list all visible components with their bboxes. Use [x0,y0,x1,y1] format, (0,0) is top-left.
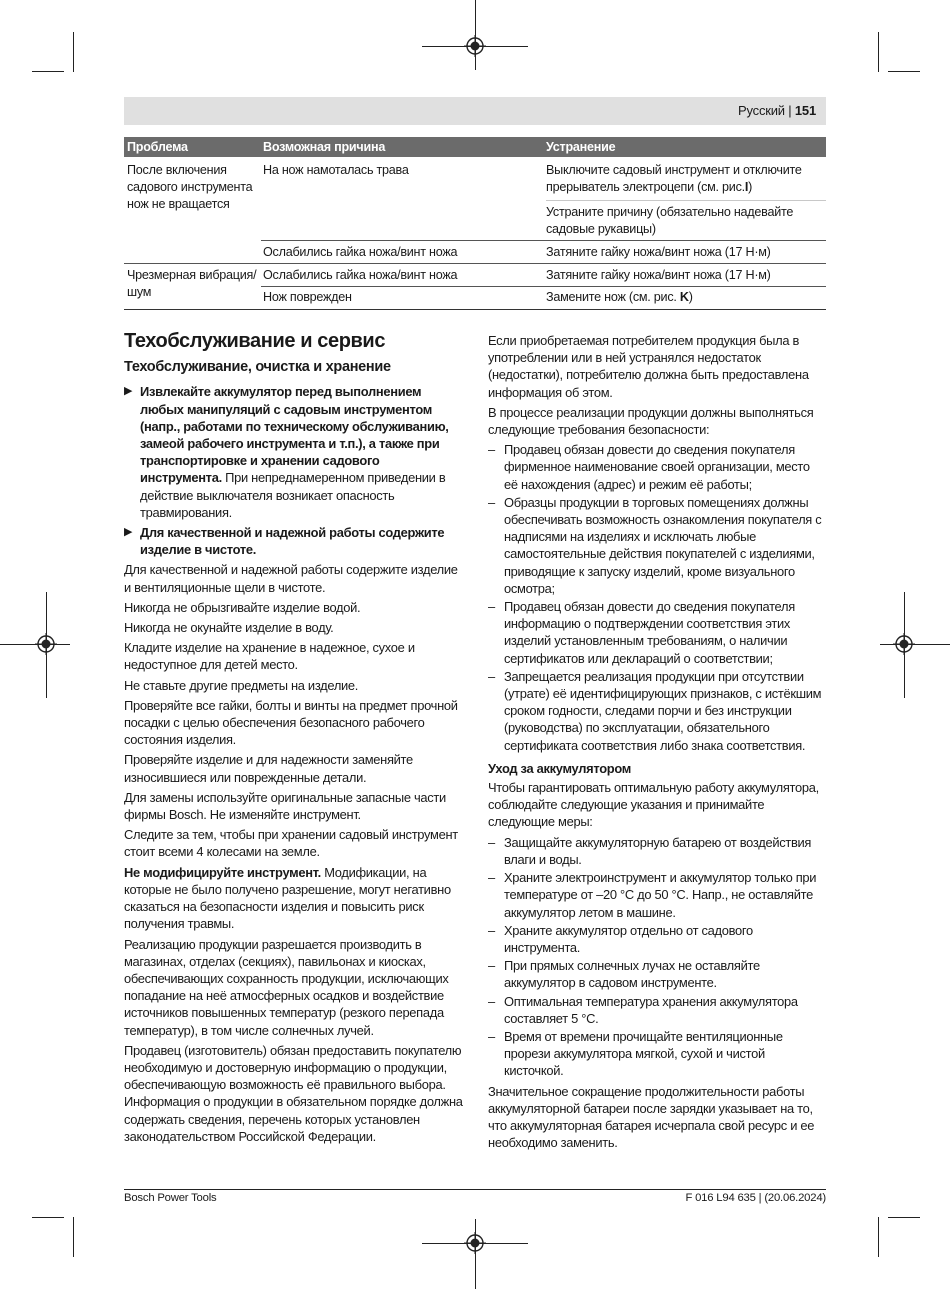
dash-bullet: – [488,958,495,974]
battery-item [488,993,826,1027]
registration-mark-icon [35,633,57,655]
crop-mark [888,71,920,72]
table-cell-problem: Чрезмерная вибрация/шум [127,268,257,299]
battery-text: Время от времени прочищайте вентиляционные прорези аккумулятора мягкой, сухой и чистой кисточкой. [504,1028,783,1079]
section-title: Техобслуживание и сервис [124,330,386,352]
dash-bullet: – [488,668,495,684]
battery-item [488,869,826,921]
remedy-text-end: ) [748,180,753,194]
dash-bullet: – [488,993,495,1009]
battery-text: При прямых солнечных лучах не оставляйте аккумулятор в садовом инструменте. [504,958,760,991]
warning-item [124,524,464,558]
crop-mark [878,32,879,72]
troubleshooting-table [124,137,826,304]
table-header [124,137,826,157]
dash-bullet: – [488,1028,495,1044]
cell-divider [546,200,826,201]
column-header-problem: Проблема [127,140,188,154]
row-divider [261,240,826,241]
dash-bullet: – [488,442,495,458]
crop-mark [32,1217,64,1218]
requirement-item [488,494,826,597]
battery-text: Храните аккумулятор отдельно от садового инструмента. [504,922,753,955]
arrow-bullet-icon: ▶ [124,385,133,398]
remedy-text: Выключите садовый инструмент и отключите прерыватель электроцепи (см. рис. [546,163,802,194]
battery-text: Оптимальная температура хранения аккумулятора составляет 5 °C. [504,993,798,1026]
table-cell-problem: После включения садового инструмента нож не вращается [127,163,253,211]
right-column [488,332,826,1154]
table-cell-cause: Нож поврежден [263,290,352,304]
arrow-bullet-icon: ▶ [124,526,133,539]
paragraph: Не ставьте другие предметы на изделие. [124,677,359,693]
paragraph: Следите за тем, чтобы при хранении садовый инструмент стоит всеми 4 колесами на земле. [124,827,458,860]
paragraph: Продавец (изготовитель) обязан предоставить покупателю необходимую и достоверную информацию о продукции, обеспечивающую возможность её правильного выбора. Информация о продукции в обязательном порядке должна содержать сведения, перечень которых установлен законодательством Российской Федерации. [124,1042,463,1144]
remedy-text-end: ) [688,290,693,304]
warning-text: При непреднамеренном приведении в действие выключателя возникает опасность травмирования. [140,470,446,520]
table-cell-remedy: Устраните причину (обязательно надевайте садовые рукавицы) [546,205,794,236]
battery-text: Защищайте аккумуляторную батарею от воздействия влаги и воды. [504,834,812,867]
requirement-text: Продавец обязан довести до сведения покупателя фирменное наименование своей организации, место её нахождения (адрес) и режим её работы; [504,442,810,492]
requirement-item [488,598,826,667]
remedy-text: Замените нож (см. рис. [546,290,680,304]
page-header [124,97,826,125]
paragraph-bold: Не модифицируйте инструмент. [124,864,321,880]
registration-mark-icon [893,633,915,655]
requirement-item [488,668,826,754]
table-cell-cause: На нож намоталась трава [263,163,409,177]
paragraph-text: Модификации, на которые не было получено разрешение, могут негативно сказаться на безопасности изделия и повысить риск получения травмы. [124,864,451,932]
table-cell-cause: Ослабились гайка ножа/винт ножа [263,268,458,282]
paragraph: Для качественной и надежной работы содержите изделие и вентиляционные щели в чистоте. [124,562,458,595]
subsection-title: Техобслуживание, очистка и хранение [124,359,391,376]
paragraph: Проверяйте все гайки, болты и винты на предмет прочной посадки с целью обеспечения безопасного рабочего состояния изделия. [124,697,458,748]
crop-mark [73,32,74,72]
dash-bullet: – [488,599,495,615]
dash-bullet: – [488,494,495,510]
paragraph: Для замены используйте оригинальные запасные части фирмы Bosch. Не изменяйте инструмент. [124,789,446,823]
header-separator: | [788,103,792,118]
paragraph: В процессе реализации продукции должны выполняться следующие требования безопасности: [488,404,814,438]
left-column [124,330,464,1148]
paragraph: Чтобы гарантировать оптимальную работу аккумулятора, соблюдайте следующие указания и принимайте следующие меры: [488,780,819,830]
table-cell-remedy [546,162,824,196]
crop-mark [880,644,950,645]
paragraph: Если приобретаемая потребителем продукция была в употреблении или в ней устранялся недостаток (недостатки), потребителю должна быть предоставлена информация об этом. [488,333,809,400]
requirement-item [488,441,826,493]
row-divider [124,263,826,264]
dash-bullet: – [488,922,495,938]
paragraph: Никогда не обрызгивайте изделие водой. [124,599,361,615]
figure-ref: I [744,180,749,194]
paragraph: Значительное сокращение продолжительности работы аккумуляторной батареи после зарядки указывает на то, что аккумуляторная батарея исчерпала свой ресурс и ее необходимо заменить. [488,1083,815,1151]
table-cell-remedy: Затяните гайку ножа/винт ножа (17 Н·м) [546,268,771,282]
battery-heading: Уход за аккумулятором [488,760,631,776]
requirement-text: Образцы продукции в торговых помещениях должны обеспечивать возможность ознакомления покупателя с надписями на изделиях и исключать любые самостоятельные действия покупателей с изделиями, приводящие к запуску изделий, кроме визуального осмотра; [504,494,822,596]
warning-bold: Для качественной и надежной работы содержите изделие в чистоте. [140,525,445,558]
column-header-remedy: Устранение [546,140,616,154]
column-header-cause: Возможная причина [263,140,386,154]
table-cell-remedy: Затяните гайку ножа/винт ножа (17 Н·м) [546,245,771,259]
paragraph: Кладите изделие на хранение в надежное, сухое и недоступное для детей место. [124,640,415,673]
battery-item [488,922,826,956]
battery-text: Храните электроинструмент и аккумулятор только при температуре от –20 °C до 50 °C. Напр., не оставляйте аккумулятор летом в машине. [504,870,817,920]
paragraph: Никогда не окунайте изделие в воду. [124,620,334,636]
battery-item [488,1028,826,1080]
table-cell-remedy [546,289,824,306]
footer-document-id: F 016 L94 635 | (20.06.2024) [685,1192,826,1204]
crop-mark [32,71,64,72]
registration-mark-icon [464,1232,486,1254]
table-bottom-rule [124,309,826,310]
header-language: Русский [738,103,785,118]
dash-bullet: – [488,834,495,850]
page-header-text [738,103,816,118]
crop-mark [888,1217,920,1218]
paragraph: Проверяйте изделие и для надежности заменяйте износившиеся или поврежденные детали. [124,752,413,785]
page-number: 151 [794,103,816,118]
paragraph: Реализацию продукции разрешается производить в магазинах, отделах (секциях), павильонах и киосках, обеспечивающих сохранность продукции, исключающих попадание на неё атмосферных осадков и воздействие источников повышенных температур (резкого перепада температур), в том числе солнечных лучей. [124,936,449,1038]
dash-bullet: – [488,870,495,886]
requirement-text: Запрещается реализация продукции при отсутствии (утрате) её идентифицирующих признаков, с истёкшим сроком годности, следами порчи и без инструкции (руководства) по эксплуатации, обязательного сертификата соответствия либо знака соответствия. [504,668,822,753]
battery-item [488,957,826,991]
row-divider [261,286,826,287]
warning-bold: Извлекайте аккумулятор перед выполнением любых манипуляций с садовым инструментом (напр., работами по техническому обслуживанию, замеой рабочего инструмента и т.п.), а также при транспортировке и хранении садового инструмента. [140,384,449,486]
figure-ref: K [679,290,689,304]
registration-mark-icon [464,35,486,57]
paragraph [124,864,464,933]
footer-brand: Bosch Power Tools [124,1192,217,1204]
table-cell-cause: Ослабились гайка ножа/винт ножа [263,245,458,259]
battery-item [488,834,826,868]
crop-mark [878,1217,879,1257]
warning-item [124,383,464,521]
footer-rule [124,1189,826,1190]
crop-mark [475,1219,476,1289]
crop-mark [73,1217,74,1257]
requirement-text: Продавец обязан довести до сведения покупателя информацию о подтверждении соответствия этих изделий установленным требованиям, о наличии сертификатов или деклараций о соответствии; [504,599,795,666]
